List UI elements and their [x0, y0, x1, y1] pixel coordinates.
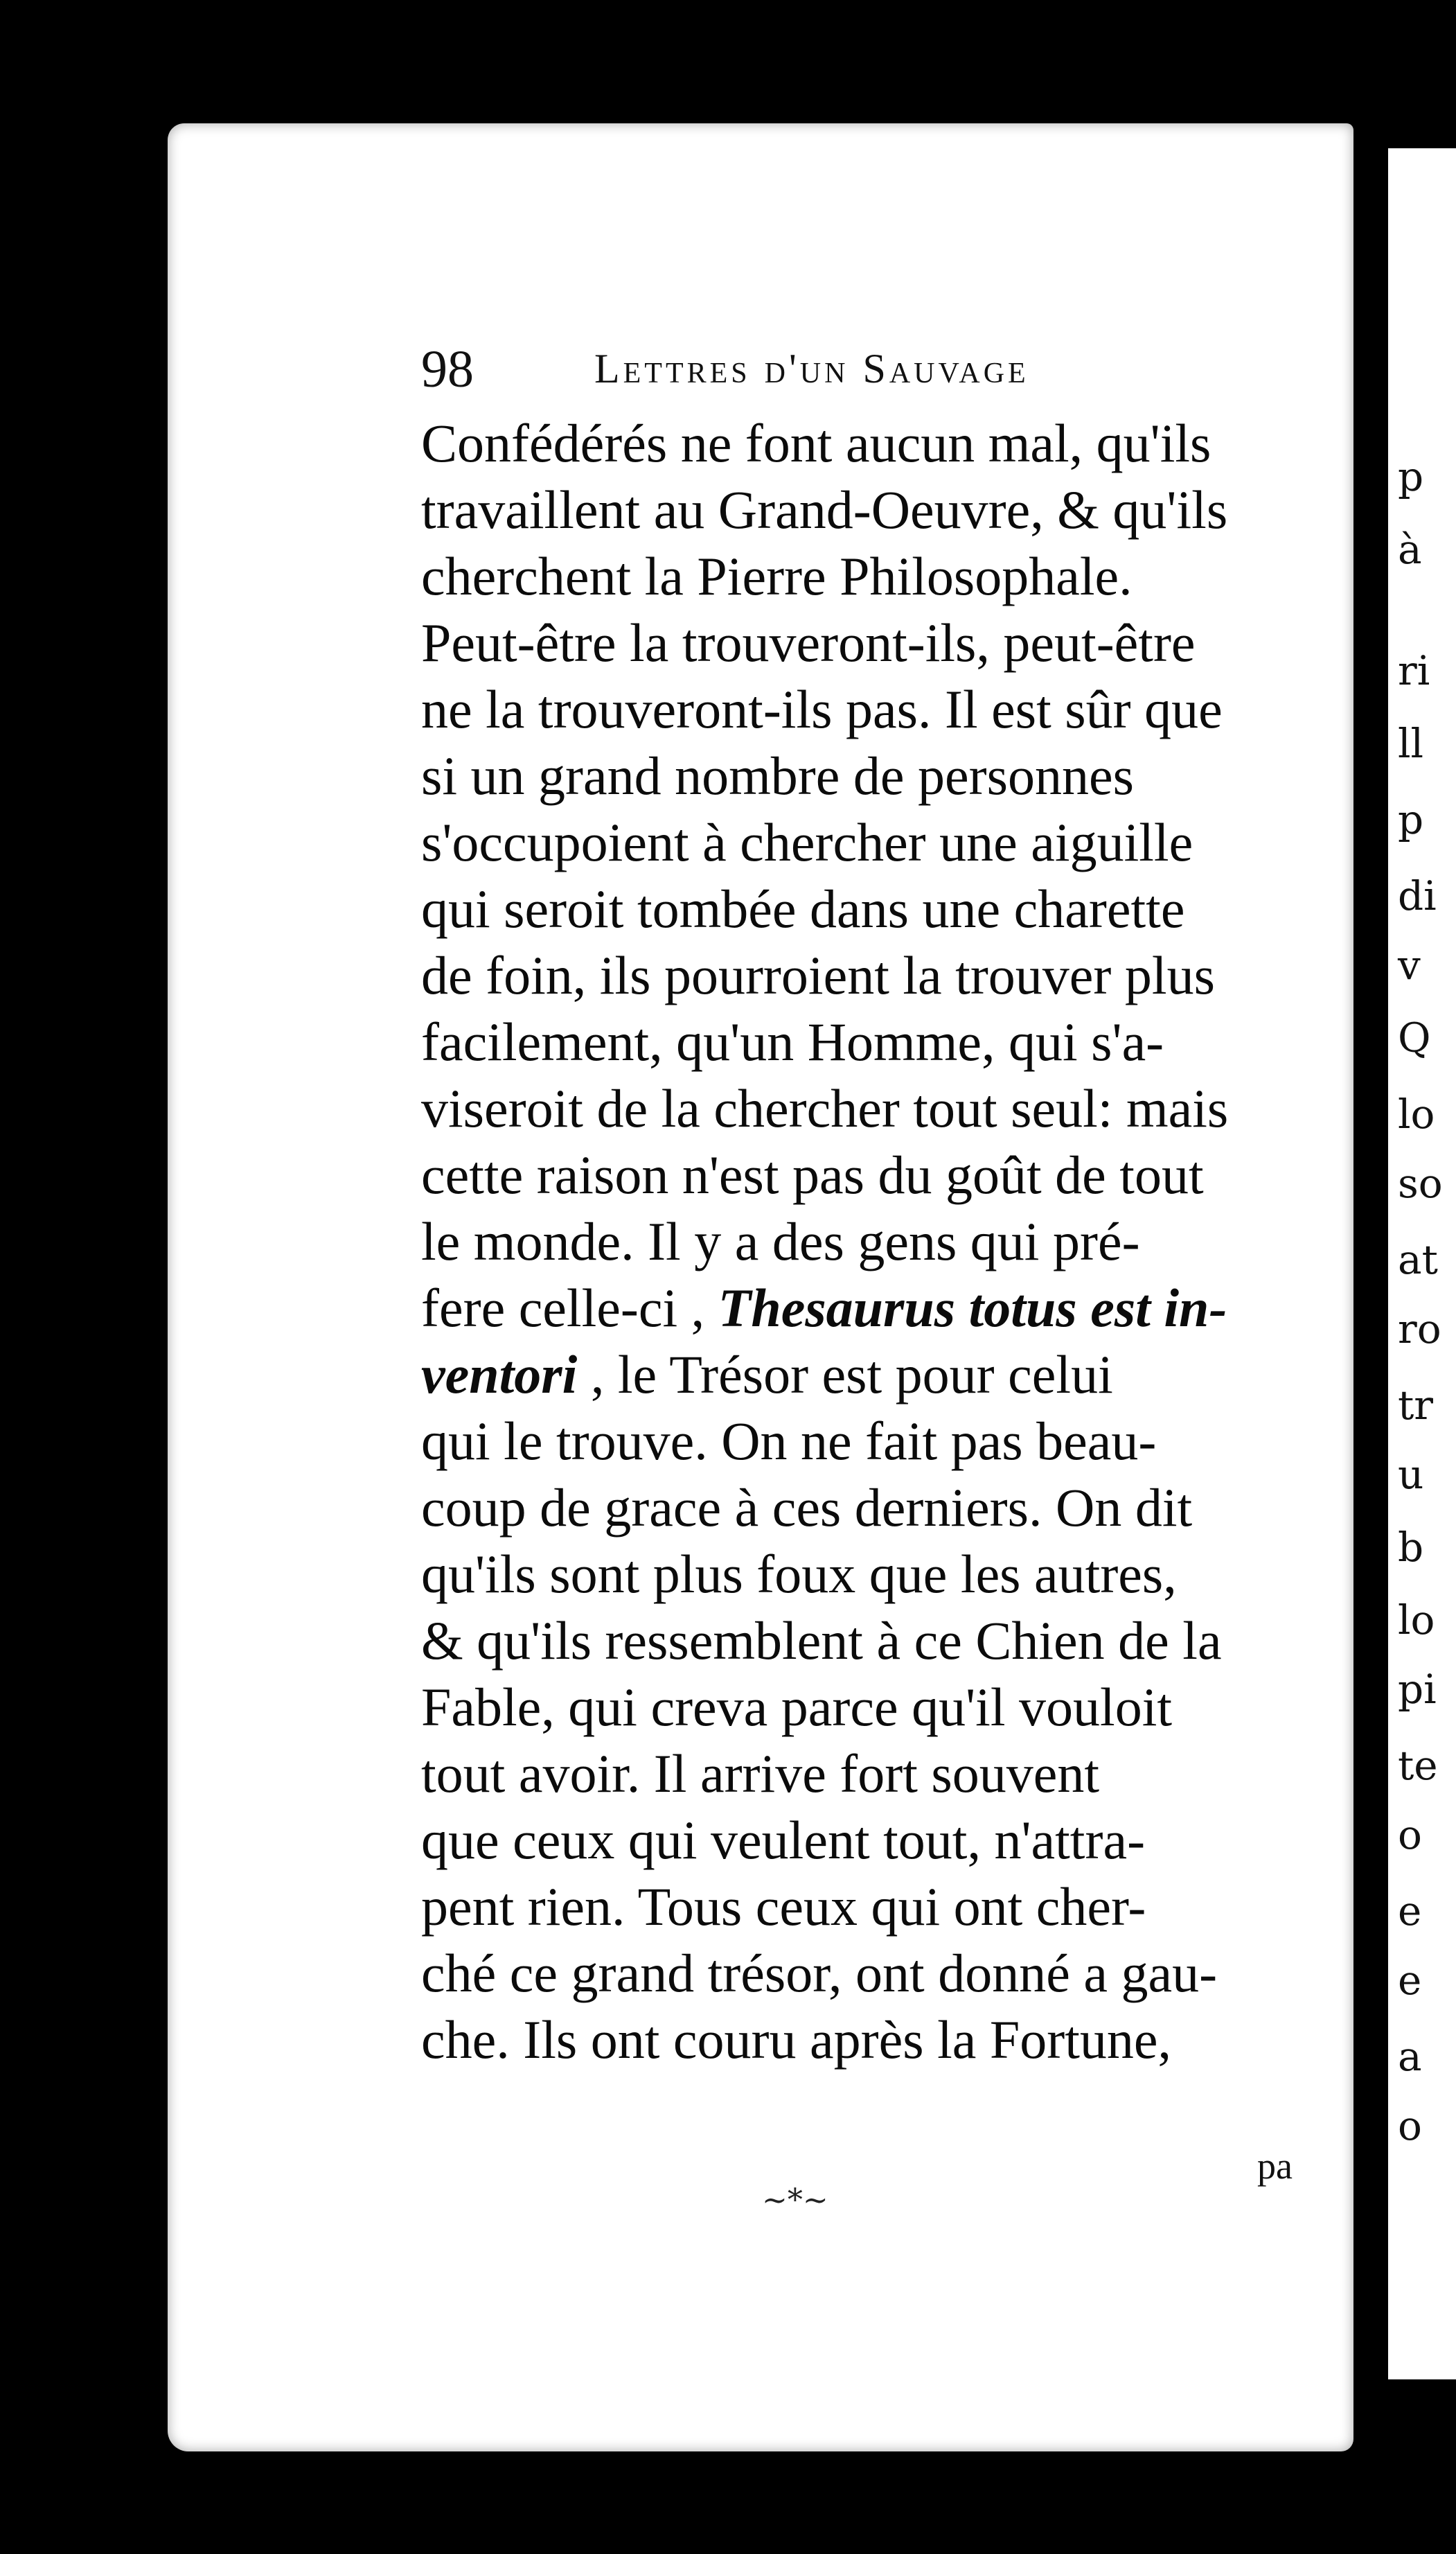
text-run: si un grand nombre de personnes — [421, 746, 1134, 806]
text-run: qui le trouve. On ne fait pas beau- — [421, 1411, 1157, 1471]
facing-page-fragment: Q — [1398, 1014, 1431, 1062]
italic-text: Thesaurus totus est in- — [718, 1278, 1227, 1338]
text-line — [421, 1208, 1335, 1275]
text-line — [421, 1341, 1335, 1408]
text-line — [421, 1874, 1335, 1940]
text-run: ne la trouveront-ils pas. Il est sûr que — [421, 679, 1223, 739]
text-run: travaillent au Grand-Oeuvre, & qu'ils — [421, 479, 1228, 540]
text-line — [421, 1608, 1335, 1674]
facing-page-fragment: à — [1398, 526, 1422, 573]
text-run: facilement, qu'un Homme, qui s'a- — [421, 1012, 1164, 1072]
text-line — [421, 610, 1335, 676]
text-run: pent rien. Tous ceux qui ont cher- — [421, 1876, 1146, 1937]
text-line — [421, 2007, 1335, 2073]
text-line — [421, 1408, 1335, 1474]
text-line — [421, 1075, 1335, 1142]
text-line — [421, 477, 1335, 543]
facing-page-fragment: v — [1398, 942, 1421, 989]
text-line — [421, 1142, 1335, 1208]
facing-page-fragment: ri — [1398, 647, 1430, 694]
text-run: Peut-être la trouveront-ils, peut-être — [421, 613, 1196, 673]
facing-page-fragment: e — [1398, 1887, 1422, 1935]
catchword: pa — [1257, 2145, 1293, 2187]
text-run: Fable, qui creva parce qu'il vouloit — [421, 1677, 1173, 1737]
text-line — [421, 1940, 1335, 2007]
text-line — [421, 676, 1335, 743]
facing-page-fragment: a — [1398, 2033, 1422, 2080]
text-run: tout avoir. Il arrive fort souvent — [421, 1743, 1100, 1804]
facing-page-fragment: p — [1398, 453, 1424, 500]
facing-page-fragment: te — [1398, 1742, 1438, 1789]
text-line — [421, 876, 1335, 942]
facing-page-fragment: e — [1398, 1957, 1422, 2004]
running-title: Lettres d'un Sauvage — [594, 346, 1029, 391]
text-line — [421, 1674, 1335, 1741]
text-line — [421, 942, 1335, 1009]
text-run: qui seroit tombée dans une charette — [421, 879, 1185, 939]
text-run: que ceux qui veulent tout, n'attra- — [421, 1810, 1146, 1870]
text-line — [421, 1275, 1335, 1341]
text-run: le monde. Il y a des gens qui pré- — [421, 1211, 1140, 1271]
facing-page-fragment: o — [1398, 1811, 1422, 1858]
text-line — [421, 543, 1335, 610]
text-run: ché ce grand trésor, ont donné a gau- — [421, 1943, 1218, 2003]
text-run: cherchent la Pierre Philosophale. — [421, 546, 1133, 606]
facing-page-fragment: b — [1398, 1524, 1424, 1571]
facing-page-fragment: u — [1398, 1451, 1424, 1498]
facing-page-fragment: di — [1398, 872, 1437, 919]
body-text — [421, 410, 1335, 2073]
text-run: fere celle-ci , — [421, 1278, 718, 1338]
text-line — [421, 1807, 1335, 1874]
text-run: Confédérés ne font aucun mal, qu'ils — [421, 413, 1211, 473]
page-number: 98 — [421, 340, 474, 398]
ornament: ~*~ — [762, 2183, 828, 2218]
text-run: , le Trésor est pour celui — [577, 1344, 1113, 1404]
facing-page-fragment: tr — [1398, 1382, 1434, 1429]
text-line — [421, 809, 1335, 876]
facing-page-fragment: lo — [1398, 1596, 1435, 1644]
text-line — [421, 1741, 1335, 1807]
text-line — [421, 1541, 1335, 1608]
facing-page-fragment: pi — [1398, 1666, 1437, 1713]
text-run: de foin, ils pourroient la trouver plus — [421, 945, 1215, 1005]
text-run: s'occupoient à chercher une aiguille — [421, 812, 1193, 872]
text-run: & qu'ils ressemblent à ce Chien de la — [421, 1610, 1222, 1671]
page-header — [421, 340, 1204, 409]
facing-page-edge — [1388, 148, 1456, 2379]
facing-page-fragment: so — [1398, 1160, 1443, 1207]
italic-text: ventori — [421, 1344, 578, 1404]
text-line — [421, 743, 1335, 809]
facing-page-fragment: at — [1398, 1236, 1438, 1283]
text-run: coup de grace à ces derniers. On dit — [421, 1477, 1193, 1538]
text-line — [421, 410, 1335, 477]
text-run: che. Ils ont couru après la Fortune, — [421, 2009, 1172, 2070]
facing-page-fragment: p — [1398, 796, 1424, 843]
text-run: qu'ils sont plus foux que les autres, — [421, 1544, 1177, 1604]
facing-page-fragment: o — [1398, 2102, 1422, 2149]
facing-page-fragment: ll — [1398, 720, 1424, 767]
text-line — [421, 1474, 1335, 1541]
text-line — [421, 1009, 1335, 1075]
text-run: viseroit de la chercher tout seul: mais — [421, 1078, 1229, 1138]
text-run: cette raison n'est pas du goût de tout — [421, 1145, 1204, 1205]
facing-page-fragment: ro — [1398, 1305, 1441, 1353]
facing-page-fragment: lo — [1398, 1091, 1435, 1138]
